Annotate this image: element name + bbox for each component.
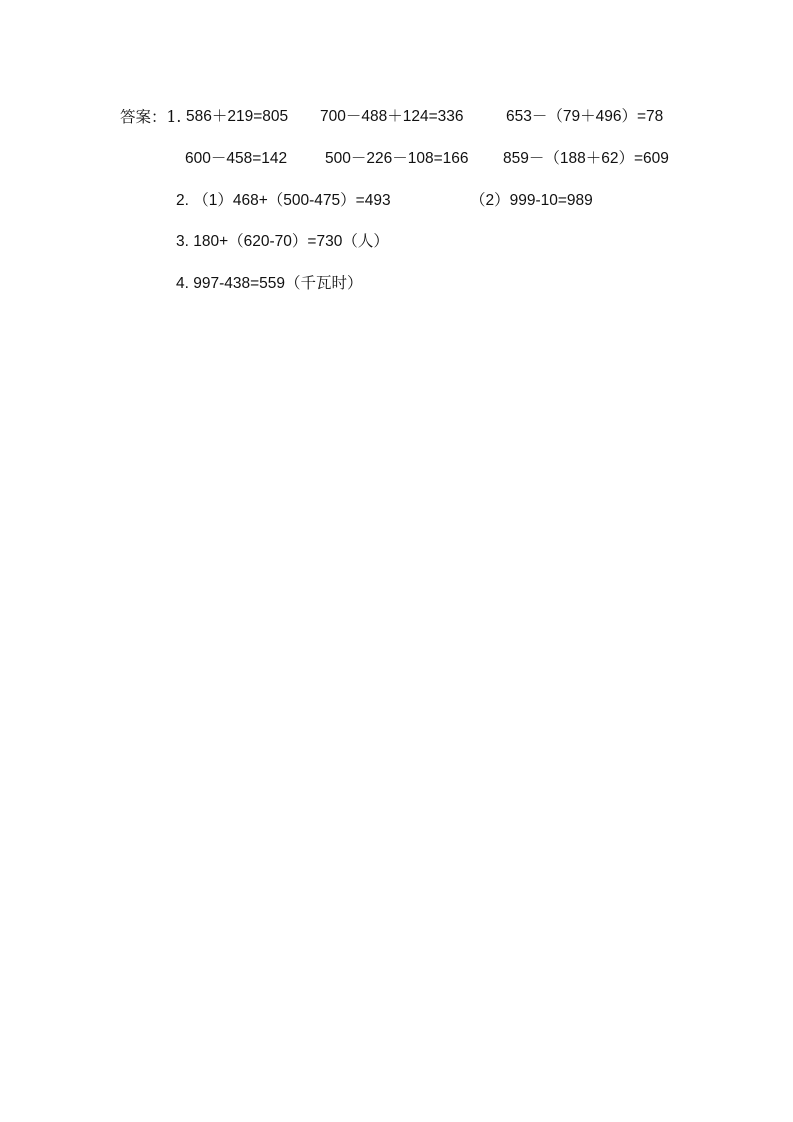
answer-2-part-2: （2）999-10=989 [470,192,593,209]
answer-1-item-2: 700－488＋124=336 [320,108,464,125]
answer-line-5 [176,274,416,294]
answer-1-item-4: 600－458=142 [185,150,288,167]
answer-line-2 [185,149,680,169]
answer-1-item-6: 859－（188＋62）=609 [503,150,669,167]
answer-line-1 [120,107,680,127]
answer-line-4 [176,232,436,252]
answer-line-3 [176,191,626,211]
answer-1-item-3: 653－（79＋496）=78 [506,108,664,125]
answer-prefix: 答案：1. [120,108,182,126]
answer-3: 3. 180+（620-70）=730（人） [176,233,389,250]
answer-1-item-1: 586＋219=805 [186,108,289,125]
answer-4: 4. 997-438=559（千瓦时） [176,275,363,292]
answer-1-item-5: 500－226－108=166 [325,150,469,167]
answer-2-part-1: 2. （1）468+（500-475）=493 [176,192,391,209]
